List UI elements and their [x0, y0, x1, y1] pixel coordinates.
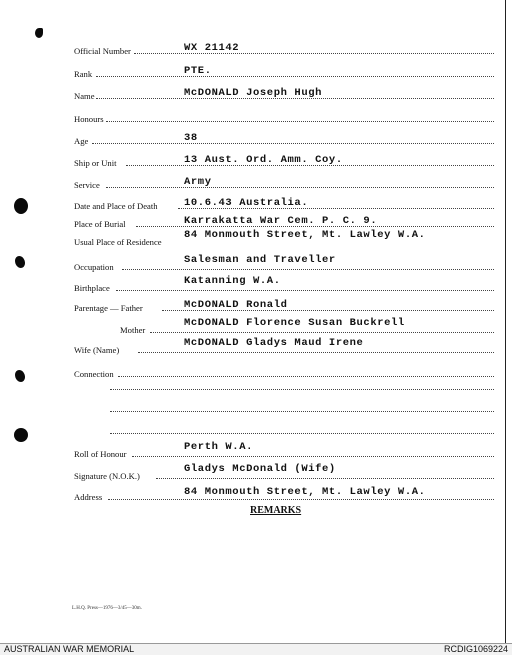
field-value: McDONALD Joseph Hugh [184, 87, 323, 99]
connection-blank-line [110, 411, 494, 412]
field-label: Address [74, 492, 103, 502]
field-roll-of-honour [74, 441, 494, 459]
field-label: Usual Place of Residence [74, 237, 162, 247]
field-wife-name [74, 337, 494, 355]
field-value: Katanning W.A. [184, 275, 281, 287]
field-name [74, 83, 494, 101]
field-label: Roll of Honour [74, 449, 127, 459]
field-official-number [74, 38, 494, 56]
dotted-line [118, 376, 494, 377]
field-value: PTE. [184, 65, 212, 77]
field-label: Place of Burial [74, 219, 126, 229]
punch-mark [15, 370, 25, 382]
field-usual-residence [74, 229, 494, 247]
field-label: Name [74, 91, 95, 101]
field-value: WX 21142 [184, 42, 240, 54]
field-label: Official Number [74, 46, 131, 56]
field-place-of-burial [74, 211, 494, 229]
dotted-line [132, 456, 494, 457]
field-label: Connection [74, 369, 114, 379]
field-label: Signature (N.O.K.) [74, 471, 140, 481]
field-age [74, 128, 494, 146]
field-occupation [74, 254, 494, 272]
field-mother [74, 317, 494, 335]
field-value: 13 Aust. Ord. Amm. Coy. [184, 154, 343, 166]
field-date-place-death [74, 193, 494, 211]
field-value: Gladys McDonald (Wife) [184, 463, 336, 475]
field-label: Date and Place of Death [74, 201, 158, 211]
printer-imprint: L.H.Q. Press—1976—3/45—30m. [72, 606, 142, 611]
dotted-line [156, 478, 494, 479]
field-label: Wife (Name) [74, 345, 120, 355]
field-label: Honours [74, 114, 104, 124]
field-label: Age [74, 136, 89, 146]
field-value: McDONALD Gladys Maud Irene [184, 337, 364, 349]
field-parentage-father [74, 295, 494, 313]
punch-hole [14, 428, 28, 442]
field-label: Ship or Unit [74, 158, 117, 168]
dotted-line [108, 499, 494, 500]
field-signature-nok [74, 463, 494, 481]
field-value: Perth W.A. [184, 441, 254, 453]
dotted-line [96, 76, 494, 77]
field-connection [74, 361, 494, 379]
field-honours [74, 106, 494, 124]
dotted-line [106, 121, 494, 122]
field-label: Occupation [74, 262, 114, 272]
field-birthplace [74, 275, 494, 293]
punch-mark [35, 28, 43, 38]
field-value: 84 Monmouth Street, Mt. Lawley W.A. [184, 229, 426, 241]
footer-record-id: RCDIG1069224 [443, 644, 508, 654]
dotted-line [116, 290, 494, 291]
field-label: Mother [120, 325, 146, 335]
field-ship-or-unit [74, 150, 494, 168]
punch-hole [14, 198, 28, 214]
dotted-line [106, 187, 494, 188]
field-service [74, 172, 494, 190]
dotted-line [122, 269, 494, 270]
punch-mark [15, 256, 25, 268]
field-label: Rank [74, 69, 93, 79]
right-border-line [505, 0, 506, 643]
field-label: Service [74, 180, 100, 190]
archive-footer [0, 643, 512, 655]
connection-blank-line [110, 389, 494, 390]
footer-institution: AUSTRALIAN WAR MEMORIAL [4, 644, 135, 654]
field-label: Birthplace [74, 283, 110, 293]
field-value: Salesman and Traveller [184, 254, 336, 266]
dotted-line [138, 352, 494, 353]
field-value: McDONALD Florence Susan Buckrell [184, 317, 405, 329]
dotted-line [92, 143, 494, 144]
field-label: Parentage — Father [74, 303, 143, 313]
field-value: Army [184, 176, 212, 188]
field-address [74, 484, 494, 502]
connection-blank-line [110, 433, 494, 434]
field-value: Karrakatta War Cem. P. C. 9. [184, 215, 378, 227]
field-rank [74, 61, 494, 79]
remarks-heading: REMARKS [250, 505, 302, 516]
dotted-line [150, 332, 494, 333]
field-value: 38 [184, 132, 198, 144]
field-value: 84 Monmouth Street, Mt. Lawley W.A. [184, 486, 426, 498]
field-value: 10.6.43 Australia. [184, 197, 309, 209]
field-value: McDONALD Ronald [184, 299, 288, 311]
